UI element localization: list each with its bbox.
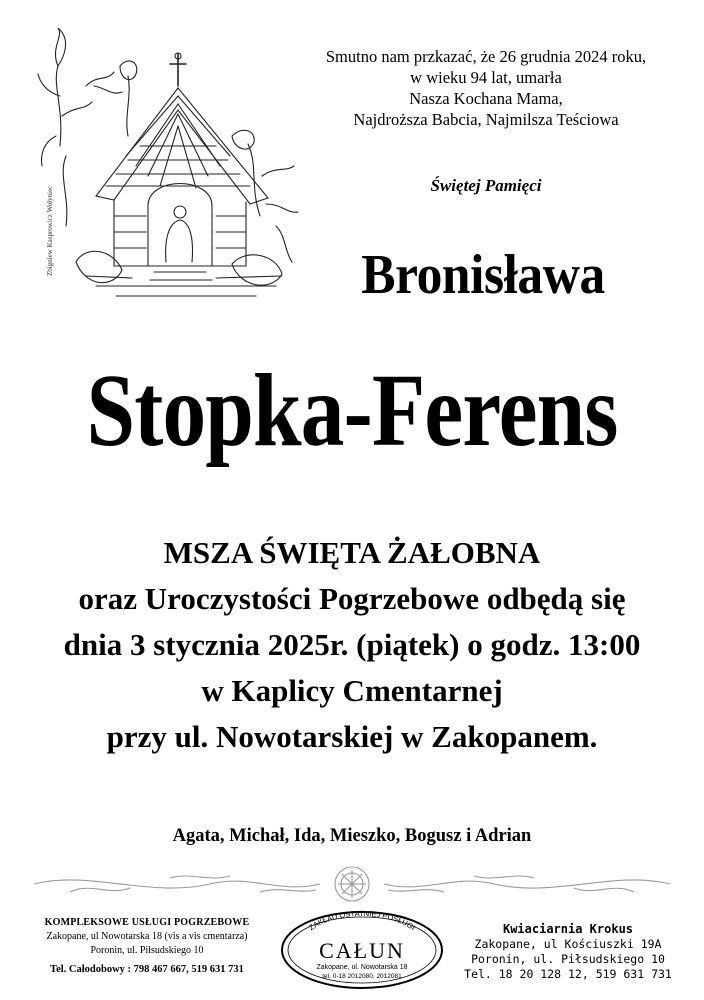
chapel-illustration	[36, 26, 306, 306]
funeral-company-phone: Tel. Całodobowy : 798 467 667, 519 631 731	[50, 964, 244, 975]
intro-text	[300, 46, 672, 130]
mass-line: oraz Uroczystości Pogrzebowe odbędą się	[78, 581, 626, 616]
stamp-phone: tel. 0-18 2012080, 2012081	[322, 973, 402, 980]
deceased-first-name: Bronisława	[361, 244, 605, 306]
mass-line: przy ul. Nowotarskiej w Zakopanem.	[106, 719, 598, 754]
florist-info	[440, 922, 696, 982]
florist-address: Poronin, ul. Piłsudskiego 10	[471, 952, 665, 966]
flower-ornament-icon	[232, 130, 298, 262]
calun-stamp	[278, 906, 446, 990]
mass-line: dnia 3 stycznia 2025r. (piątek) o godz. 13:00	[63, 627, 641, 662]
mass-line: MSZA ŚWIĘTA ŻAŁOBNA	[163, 535, 541, 570]
mass-line: w Kaplicy Cmentarnej	[201, 673, 503, 708]
family-names: Agata, Michał, Ida, Mieszko, Bogusz i Adrian	[172, 826, 532, 846]
artist-signature: Zbigniew Kasprowicz Wołyniec	[46, 185, 54, 276]
funeral-company-address: Zakopane, ul Nowotarska 18 (vis a vis cmentarza)	[46, 931, 248, 942]
florist-phone: Tel. 18 20 128 12, 519 631 731	[464, 967, 672, 981]
florist-name: Kwiaciarnia Krokus	[502, 922, 634, 936]
intro-line: Najdroższa Babcia, Najmilsza Teściowa	[353, 110, 619, 129]
ornament-divider-icon	[30, 862, 674, 906]
memory-label: Świętej Pamięci	[430, 176, 542, 195]
stamp-top-text: ZAKŁAD OSTATNIEJ POSŁUGI	[307, 908, 417, 933]
intro-line: w wieku 94 lat, umarła	[410, 68, 562, 87]
funeral-company-name: KOMPLEKSOWE USŁUGI POGRZEBOWE	[44, 917, 250, 928]
mass-announcement	[0, 530, 704, 760]
stamp-name: CAŁUN	[319, 938, 405, 963]
intro-line: Smutno nam przkazać, że 26 grudnia 2024 roku,	[325, 47, 647, 66]
florist-address: Zakopane, ul Kościuszki 19A	[474, 937, 662, 951]
funeral-company-info	[14, 916, 280, 977]
svg-text:ZAKŁAD OSTATNIEJ POSŁUGI	[307, 909, 417, 932]
deceased-surname: Stopka-Ferens	[86, 353, 618, 468]
stamp-address: Zakopane, ul. Nowotarska 18	[316, 964, 408, 971]
intro-line: Nasza Kochana Mama,	[409, 89, 563, 108]
funeral-company-address: Poronin, ul. Piłsudskiego 10	[90, 945, 204, 956]
